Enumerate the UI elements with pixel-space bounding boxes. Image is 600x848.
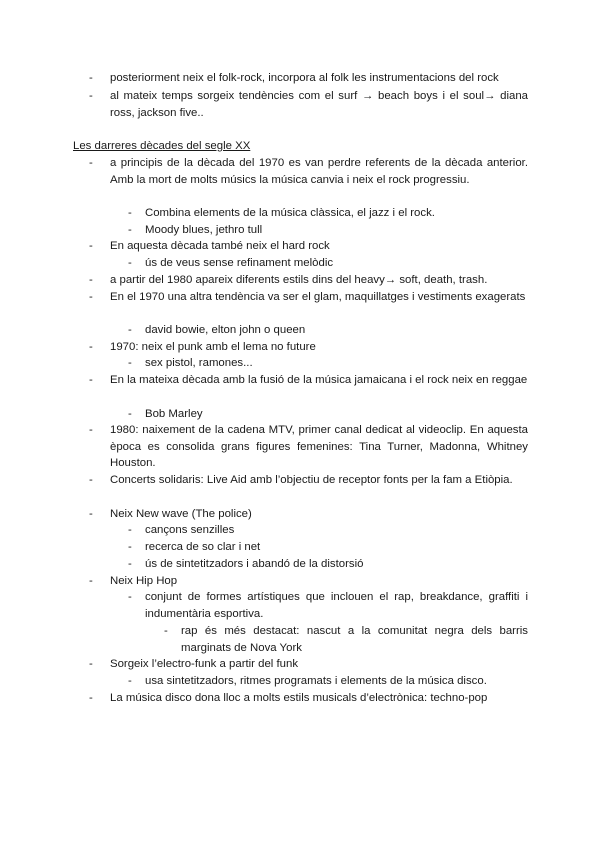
list-item-text: a principis de la dècada del 1970 es van perdre referents de la dècada anterior. Amb la mort de molts músics la música canvia i neix el rock progressiu. <box>110 157 528 186</box>
list-item-text: Concerts solidaris: Live Aid amb l’objectiu de receptor fonts per la fam a Etiòpia. <box>110 474 513 486</box>
bullet: - <box>89 374 93 386</box>
bullet: - <box>89 72 93 84</box>
list-item-text: En aquesta dècada també neix el hard rock <box>110 240 330 252</box>
bullet: - <box>89 474 93 486</box>
bullet: - <box>89 157 93 169</box>
bullet: - <box>128 408 132 420</box>
list-item-text: al mateix temps sorgeix tendències com el surf → beach boys i el soul→ diana ross, jackson five.. <box>110 90 528 119</box>
list-item-text: david bowie, elton john o queen <box>145 324 306 336</box>
bullet: - <box>89 508 93 520</box>
bullet: - <box>128 558 132 570</box>
list-item-text: rap és més destacat: nascut a la comunitat negra dels barris marginats de Nova York <box>181 625 528 654</box>
bullet: - <box>89 341 93 353</box>
list-item-text: usa sintetitzadors, ritmes programats i elements de la música disco. <box>145 675 487 687</box>
bullet: - <box>128 257 132 269</box>
bullet: - <box>128 357 132 369</box>
section-title: Les darreres dècades del segle XX <box>73 140 251 152</box>
list-item-text: Neix New wave (The police) <box>110 508 252 520</box>
list-item-text: ús de veus sense refinament melòdic <box>145 257 334 269</box>
list-item-text: ús de sintetitzadors i abandó de la distorsió <box>145 558 364 570</box>
bullet: - <box>128 207 132 219</box>
bullet: - <box>89 240 93 252</box>
bullet: - <box>89 274 93 286</box>
bullet: - <box>128 541 132 553</box>
list-item-text: Neix Hip Hop <box>110 575 178 587</box>
list-item-text: 1980: naixement de la cadena MTV, primer canal dedicat al videoclip. En aquesta època es consolida grans figures femenines: Tina Turner, Madonna, Whitney Houston. <box>110 424 528 470</box>
list-item-text: Sorgeix l’electro-funk a partir del funk <box>110 658 299 670</box>
bullet: - <box>128 675 132 687</box>
bullet: - <box>128 224 132 236</box>
list-item-text: posteriorment neix el folk-rock, incorpora al folk les instrumentacions del rock <box>110 72 499 84</box>
bullet: - <box>164 625 168 637</box>
list-item-text: sex pistol, ramones... <box>145 357 253 369</box>
list-item-text: Moody blues, jethro tull <box>145 224 263 236</box>
list-item-text: En la mateixa dècada amb la fusió de la música jamaicana i el rock neix en reggae <box>110 374 528 386</box>
bullet: - <box>89 575 93 587</box>
list-item-text: conjunt de formes artístiques que inclouen el rap, breakdance, graffiti i indumentària esportiva. <box>145 591 528 620</box>
bullet: - <box>89 291 93 303</box>
list-item-text: Bob Marley <box>145 408 203 420</box>
list-item-text: cançons senzilles <box>145 524 235 536</box>
list-item-text: a partir del 1980 apareix diferents estils dins del heavy→ soft, death, trash. <box>110 274 488 286</box>
list-item-text: Combina elements de la música clàssica, el jazz i el rock. <box>145 207 435 219</box>
bullet: - <box>128 524 132 536</box>
bullet: - <box>89 90 93 102</box>
list-item-text: 1970: neix el punk amb el lema no future <box>110 341 316 353</box>
bullet: - <box>128 591 132 603</box>
bullet: - <box>128 324 132 336</box>
list-item-text: En el 1970 una altra tendència va ser el glam, maquillatges i vestiments exagerats <box>110 291 526 303</box>
list-item-text: La música disco dona lloc a molts estils musicals d’electrònica: techno-pop <box>110 692 488 704</box>
bullet: - <box>89 658 93 670</box>
bullet: - <box>89 692 93 704</box>
list-item-text: recerca de so clar i net <box>145 541 261 553</box>
bullet: - <box>89 424 93 436</box>
